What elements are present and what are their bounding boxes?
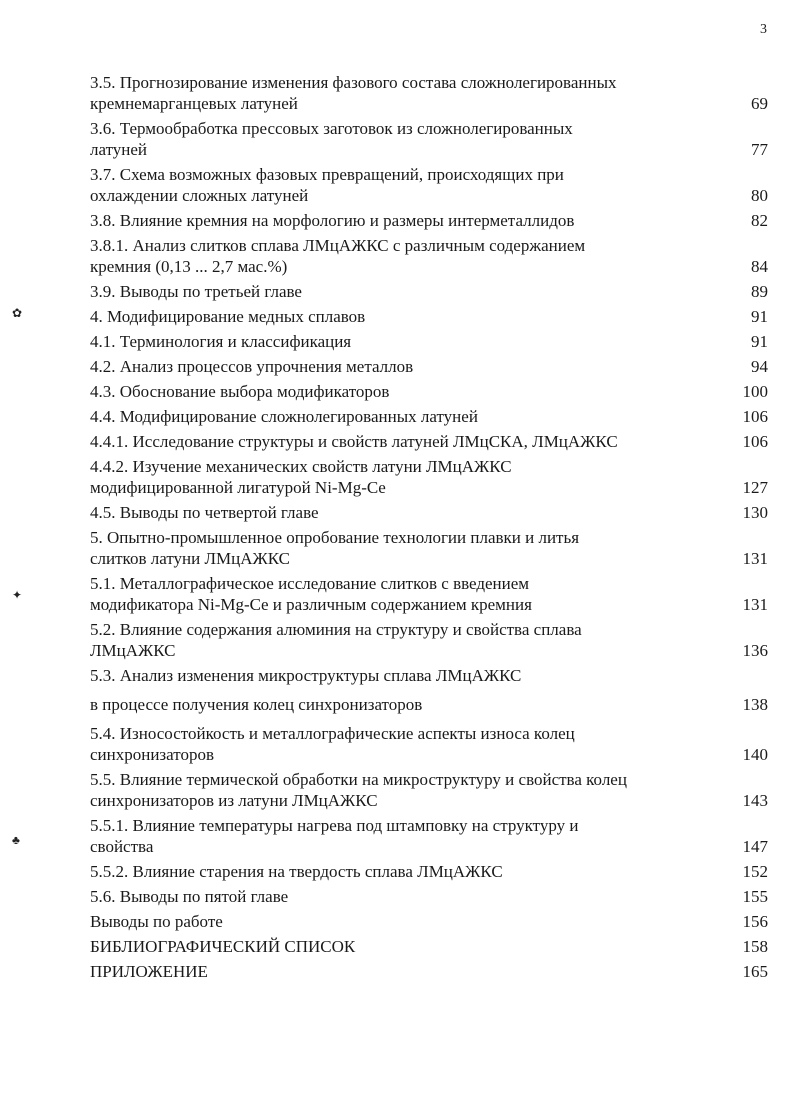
toc-entry-title (90, 118, 728, 160)
toc-title-line: 4.3. Обоснование выбора модификаторов (90, 382, 390, 401)
toc-title-line: БИБЛИОГРАФИЧЕСКИЙ СПИСОК (90, 937, 356, 956)
toc-title-line: синхронизаторов (90, 745, 214, 764)
toc-entry (90, 936, 768, 957)
toc-entry (90, 331, 768, 352)
toc-page-number: 106 (742, 407, 768, 426)
toc-entry (90, 381, 768, 402)
toc-entry (90, 431, 768, 452)
toc-entry (90, 861, 768, 882)
toc-entry (90, 118, 768, 160)
toc-entry-title (90, 573, 728, 615)
toc-title-line: 5.5.1. Влияние температуры нагрева под штамповку на структуру и (90, 816, 579, 835)
toc-entry (90, 961, 768, 982)
toc-entry (90, 210, 768, 231)
toc-page-number: 165 (742, 962, 768, 981)
toc-title-line: модификатора Ni-Mg-Ce и различным содержанием кремния (90, 595, 532, 614)
toc-title-line: 5.1. Металлографическое исследование слитков с введением (90, 574, 530, 593)
toc-title-line: 5. Опытно-промышленное опробование технологии плавки и литья (90, 528, 580, 547)
toc-title-line: 5.5.2. Влияние старения на твердость сплава ЛМцАЖКС (90, 862, 503, 881)
toc-title-line: 4.2. Анализ процессов упрочнения металлов (90, 357, 414, 376)
toc-page-number: 136 (742, 641, 768, 660)
toc-title-line: 5.6. Выводы по пятой главе (90, 887, 289, 906)
toc-page-number: 77 (751, 140, 768, 159)
toc-page-number: 130 (742, 503, 768, 522)
toc-title-line: охлаждении сложных латуней (90, 186, 309, 205)
toc-entry (90, 886, 768, 907)
toc-entry-title (90, 331, 728, 352)
toc-title-line: латуней (90, 140, 148, 159)
toc-title-line: 3.9. Выводы по третьей главе (90, 282, 302, 301)
toc-title-line: 4.4.1. Исследование структуры и свойств латуней ЛМцСКА, ЛМцАЖКС (90, 432, 618, 451)
toc-title-line: 5.5. Влияние термической обработки на микроструктуру и свойства колец (90, 770, 627, 789)
toc-title-line: 3.8. Влияние кремния на морфологию и размеры интерметаллидов (90, 211, 575, 230)
toc-page-number: 82 (751, 211, 768, 230)
page-number: 3 (760, 22, 767, 37)
toc-page-number: 138 (742, 695, 768, 714)
toc-entry (90, 619, 768, 661)
toc-title-line: свойства (90, 837, 154, 856)
toc-entry-title (90, 665, 728, 715)
toc-page-number: 156 (742, 912, 768, 931)
toc-entry (90, 281, 768, 302)
toc-entry-title (90, 815, 728, 857)
toc-title-line: ЛМцАЖКС (90, 641, 176, 660)
toc-page-number: 94 (751, 357, 768, 376)
toc-entry (90, 456, 768, 498)
toc-title-line: 4.4.2. Изучение механических свойств латуни ЛМцАЖКС (90, 457, 512, 476)
toc-entry-title (90, 356, 728, 377)
toc-entry (90, 306, 768, 327)
toc-entry-title (90, 381, 728, 402)
toc-title-line: 5.2. Влияние содержания алюминия на структуру и свойства сплава (90, 620, 582, 639)
toc-entry (90, 527, 768, 569)
toc-entry-title (90, 431, 728, 452)
toc-page-number: 152 (742, 862, 768, 881)
toc-title-line: ПРИЛОЖЕНИЕ (90, 962, 208, 981)
toc-entry (90, 406, 768, 427)
toc-page-number: 140 (742, 745, 768, 764)
toc-page-number: 147 (742, 837, 768, 856)
toc-entry (90, 72, 768, 114)
toc-entry-title (90, 235, 728, 277)
toc-entry-title (90, 306, 728, 327)
toc-entry-title (90, 164, 728, 206)
toc-page-number: 84 (751, 257, 768, 276)
toc-entry-title (90, 936, 728, 957)
toc-title-line: 4. Модифицирование медных сплавов (90, 307, 366, 326)
toc-title-line: 4.1. Терминология и классификация (90, 332, 352, 351)
toc-title-line: Выводы по работе (90, 912, 223, 931)
toc-entry-title (90, 210, 728, 231)
toc-title-line: модифицированной лигатурой Ni-Mg-Ce (90, 478, 386, 497)
toc-entry-title (90, 281, 728, 302)
toc-page-number: 91 (751, 307, 768, 326)
toc-page-number: 69 (751, 94, 768, 113)
scan-mark-2: ✦ (12, 588, 23, 602)
toc-entry-title (90, 769, 728, 811)
toc-title-line: 3.8.1. Анализ слитков сплава ЛМцАЖКС с различным содержанием (90, 236, 586, 255)
toc-entry-title (90, 406, 728, 427)
toc-entry-title (90, 911, 728, 932)
toc-page-number: 127 (742, 478, 768, 497)
toc-page-number: 143 (742, 791, 768, 810)
toc-entry (90, 164, 768, 206)
toc-entry (90, 573, 768, 615)
toc-page-number: 89 (751, 282, 768, 301)
toc-title-line: 4.5. Выводы по четвертой главе (90, 503, 319, 522)
toc-page-number: 158 (742, 937, 768, 956)
toc-title-line: 4.4. Модифицирование сложнолегированных латуней (90, 407, 478, 426)
toc-page-number: 80 (751, 186, 768, 205)
toc-entry (90, 769, 768, 811)
toc-entry-title (90, 619, 728, 661)
toc-entry (90, 502, 768, 523)
toc-entry-title (90, 961, 728, 982)
toc-entry-title (90, 456, 728, 498)
toc-title-line: кремнемарганцевых латуней (90, 94, 298, 113)
toc-page-number: 131 (742, 595, 768, 614)
toc-title-line: синхронизаторов из латуни ЛМцАЖКС (90, 791, 378, 810)
toc-title-line: кремния (0,13 ... 2,7 мас.%) (90, 257, 288, 276)
toc-page-number: 91 (751, 332, 768, 351)
toc-page-number: 131 (742, 549, 768, 568)
toc-page-number: 100 (742, 382, 768, 401)
toc-title-line: в процессе получения колец синхронизаторов (90, 695, 423, 714)
toc-title-line: слитков латуни ЛМцАЖКС (90, 549, 290, 568)
toc-entry (90, 911, 768, 932)
toc-entry-title (90, 886, 728, 907)
scan-mark-1: ✿ (12, 306, 23, 320)
toc-entry (90, 723, 768, 765)
toc-title-line: 3.5. Прогнозирование изменения фазового состава сложнолегированных (90, 73, 617, 92)
scan-mark-3: ♣ (12, 833, 20, 847)
toc-title-line: 3.6. Термообработка прессовых заготовок из сложнолегированных (90, 119, 573, 138)
toc-entry (90, 815, 768, 857)
toc-title-line: 3.7. Схема возможных фазовых превращений, происходящих при (90, 165, 564, 184)
toc-page-number: 106 (742, 432, 768, 451)
toc-page-number: 155 (742, 887, 768, 906)
toc-entry-title (90, 72, 728, 114)
toc-entry (90, 235, 768, 277)
toc-entry-title (90, 502, 728, 523)
table-of-contents (90, 72, 768, 986)
toc-entry (90, 356, 768, 377)
toc-title-line: 5.4. Износостойкость и металлографические аспекты износа колец (90, 724, 575, 743)
toc-entry-title (90, 527, 728, 569)
toc-entry-title (90, 723, 728, 765)
toc-entry-title (90, 861, 728, 882)
toc-title-line: 5.3. Анализ изменения микроструктуры сплава ЛМцАЖКС (90, 666, 522, 685)
toc-entry (90, 665, 768, 715)
